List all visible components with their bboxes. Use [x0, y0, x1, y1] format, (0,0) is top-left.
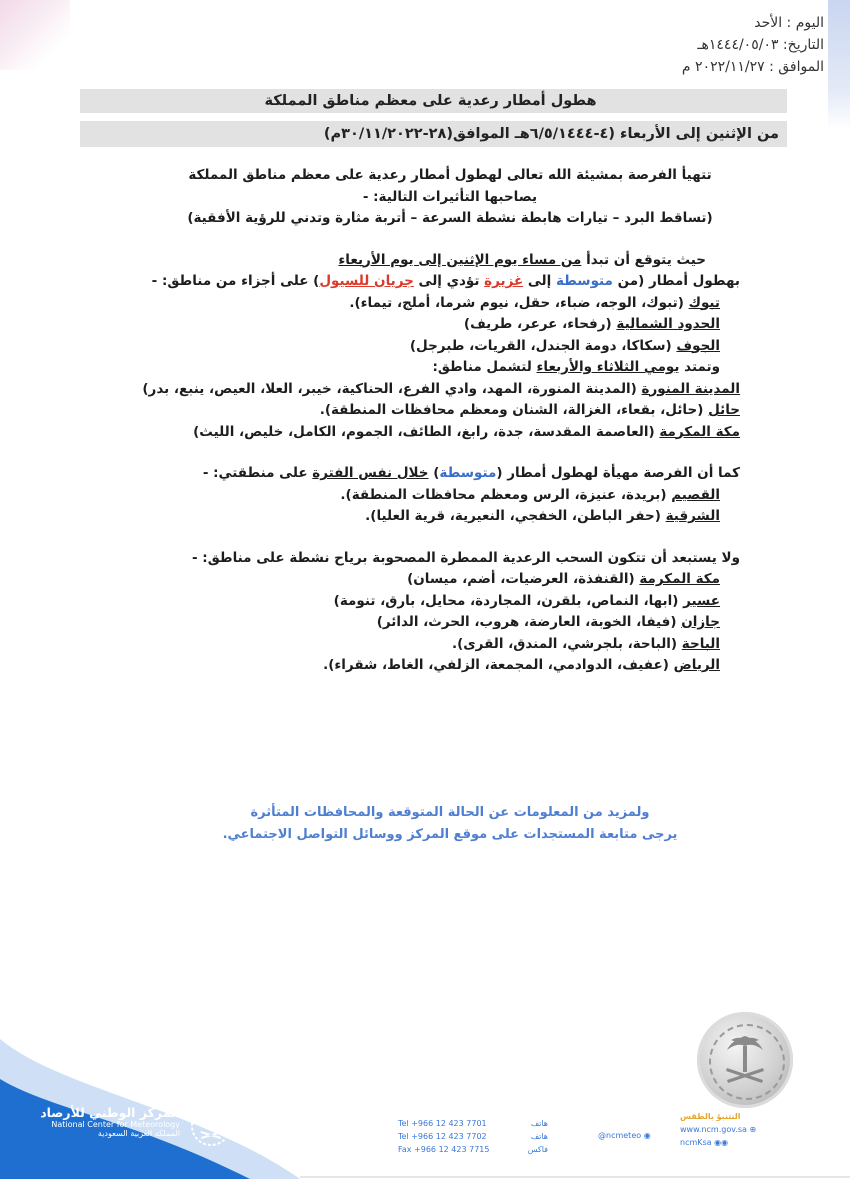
rain-flood: جريان للسيول — [319, 273, 414, 289]
region-name: مكة المكرمة — [659, 423, 740, 440]
region-line — [100, 400, 740, 422]
day-line: اليوم : الأحد — [754, 15, 824, 31]
region-name: الباحة — [681, 635, 720, 652]
section1-lead-text: حيث يتوقع أن تبدأ — [581, 251, 706, 268]
fax-label-ar: فاكس — [527, 1145, 548, 1154]
more-info-line-1: ولمزيد من المعلومات عن الحالة المتوقعة والمحافظات المتأثرة — [250, 805, 650, 820]
gregorian-date-line: الموافق : ٢٠٢٢/١١/٢٧ م — [681, 59, 824, 75]
contact-row — [398, 1117, 548, 1130]
region-line — [100, 485, 740, 507]
region-name: مكة المكرمة — [639, 571, 720, 587]
region-places: (رفحاء، عرعر، طريف) — [463, 316, 617, 332]
region-line — [100, 314, 740, 336]
corner-decoration-right — [828, 0, 850, 130]
region-name: عسير — [683, 592, 720, 609]
region-line — [100, 422, 740, 444]
region-places: (عفيف، الدوادمي، المجمعة، الزلفي، الغاط، شقراء). — [323, 657, 674, 673]
more-info-line-2: يرجى متابعة المستجدات على موقع المركز ووسائل التواصل الاجتماعي. — [222, 827, 678, 842]
region-line — [100, 634, 740, 656]
country-name: المملكة العربية السعودية — [97, 1129, 180, 1138]
region-places: (القنفذة، العرضيات، أضم، ميسان) — [407, 571, 640, 587]
org-name-ar: المركز الوطني للأرصاد — [40, 1105, 180, 1120]
region-places: (ابها، النماص، بلقرن، المجاردة، محايل، بارق، تنومة) — [333, 592, 684, 609]
org-logo-text — [40, 1105, 180, 1138]
tel2-label-ar: هاتف — [530, 1132, 548, 1141]
region-places: (فيفا، الخوبة، العارضة، هروب، الحرث، الدائر) — [376, 614, 682, 630]
tel1-label-ar: هاتف — [530, 1119, 548, 1128]
hijri-date-line: التاريخ: ١٤٤٤/٠٥/٠٣هـ — [697, 37, 824, 53]
contact-row — [398, 1143, 548, 1156]
region-places: (بريدة، عنيزة، الرس ومعظم محافظات المنطقة). — [340, 486, 672, 503]
intro-line-1: تتهيأ الفرصة بمشيئة الله تعالى لهطول أمطار رعدية على معظم مناطق المملكة — [188, 167, 712, 183]
region-line — [100, 506, 740, 528]
saudi-emblem-icon — [190, 1105, 232, 1147]
rain-moderate: متوسطة — [555, 273, 613, 289]
rain-text-c: تؤدي إلى — [413, 273, 485, 289]
rain-heavy: غزيرة — [484, 273, 524, 289]
region-places: (حائل، بقعاء، الغزالة، الشنان ومعظم محافظات المنطقة). — [319, 402, 709, 418]
region-line — [100, 591, 740, 613]
extend-days: يومي الثلاثاء والأربعاء — [536, 359, 680, 375]
social-handle[interactable]: ncmKsa ◉◉ — [680, 1138, 729, 1147]
region-name: جازان — [681, 614, 720, 630]
section1-lead — [100, 250, 740, 272]
region-places: (سكاكا، دومة الجندل، القريات، طبرجل) — [409, 337, 677, 354]
region-line — [100, 379, 740, 401]
more-info — [150, 802, 750, 846]
section2-text-b: ) — [428, 465, 440, 481]
region-places: (حفر الباطن، الخفجي، النعيرية، قرية العليا). — [365, 508, 666, 524]
region-places: (الباحة، بلجرشي، المندق، القرى). — [452, 635, 682, 652]
region-name: حائل — [708, 402, 740, 418]
section3-lead: ولا يستبعد أن تتكون السحب الرعدية الممطرة المصحوبة برياح نشطة على مناطق: - — [192, 549, 740, 566]
handle-text: ncmKsa — [680, 1138, 712, 1147]
section2-text-d: على منطقتي: - — [202, 465, 313, 481]
date-block — [682, 12, 824, 78]
tel1: Tel +966 12 423 7701 — [398, 1119, 487, 1128]
page-subtitle: من الإثنين إلى الأربعاء (٤-٦/٥/١٤٤٤هـ الموافق(٢٨-٣٠/١١/٢٠٢٢م) — [80, 121, 787, 147]
region-name: الرياض — [673, 657, 720, 673]
region-name: الحدود الشمالية — [616, 316, 720, 332]
region-line — [100, 293, 740, 315]
extend-text-a: وتمتد — [679, 359, 720, 375]
region-line — [100, 569, 740, 591]
intro-line-2: يصاحبها التأثيرات التالية: - — [362, 188, 538, 205]
section1-lead-period: من مساء يوم الإثنين إلى يوم الأربعاء — [338, 251, 582, 268]
rain-text-d: ) على أجزاء من مناطق: - — [151, 273, 320, 289]
extend-text-c: لتشمل مناطق: — [432, 359, 537, 375]
rain-text-b: إلى — [523, 273, 556, 289]
region-line — [100, 655, 740, 677]
contact-row — [398, 1130, 548, 1143]
region-places: (تبوك، الوجه، ضباء، حقل، نيوم شرما، أملج، تيماء). — [349, 294, 689, 311]
corner-decoration-left — [0, 0, 70, 70]
region-name: القصيم — [671, 486, 720, 503]
tagline: النتنبؤ بالطقس — [680, 1112, 741, 1121]
section1-rain-line — [100, 271, 740, 293]
page-title: هطول أمطار رعدية على معظم مناطق المملكة — [80, 89, 787, 113]
section2-period: خلال نفس الفترة — [312, 465, 429, 481]
tel2: Tel +966 12 423 7702 — [398, 1132, 487, 1141]
org-name-en: National Center for Meteorology — [51, 1120, 180, 1129]
region-name: الشرقية — [665, 508, 720, 524]
twitter-icon: ◉ — [643, 1131, 651, 1140]
region-line — [100, 612, 740, 634]
contact-block — [398, 1117, 548, 1156]
region-name: الجوف — [676, 337, 720, 354]
social-block — [680, 1110, 756, 1149]
region-line — [100, 336, 740, 358]
website-text: www.ncm.gov.sa — [680, 1125, 747, 1134]
rain-text-a: بهطول أمطار (من — [612, 273, 740, 289]
section2-text-a: كما أن الفرصة مهيأة لهطول أمطار ( — [496, 465, 740, 481]
fax: Fax +966 12 423 7715 — [398, 1145, 490, 1154]
region-name: تبوك — [688, 294, 720, 311]
twitter-handle-text: @ncmeteo — [598, 1131, 642, 1140]
twitter-handle[interactable] — [598, 1131, 651, 1140]
extend-line — [100, 357, 740, 379]
website-link[interactable]: www.ncm.gov.sa ⊕ — [680, 1125, 757, 1134]
section2-moderate: متوسطة — [439, 465, 497, 481]
bulletin-body — [100, 165, 740, 677]
region-name: المدينة المنورة — [641, 380, 740, 397]
intro-line-3: (تساقط البرد – تيارات هابطة نشطة السرعة – أتربة مثارة وتدني للرؤية الأفقية) — [187, 210, 713, 226]
region-places: (المدينة المنورة، المهد، وادي الفرع، الحناكية، خيبر، العلا، العيص، ينبع، بدر) — [142, 380, 642, 397]
section2-lead — [100, 463, 740, 485]
region-places: (العاصمة المقدسة، جدة، رابغ، الطائف، الجموم، الكامل، خليص، الليث) — [193, 423, 660, 440]
